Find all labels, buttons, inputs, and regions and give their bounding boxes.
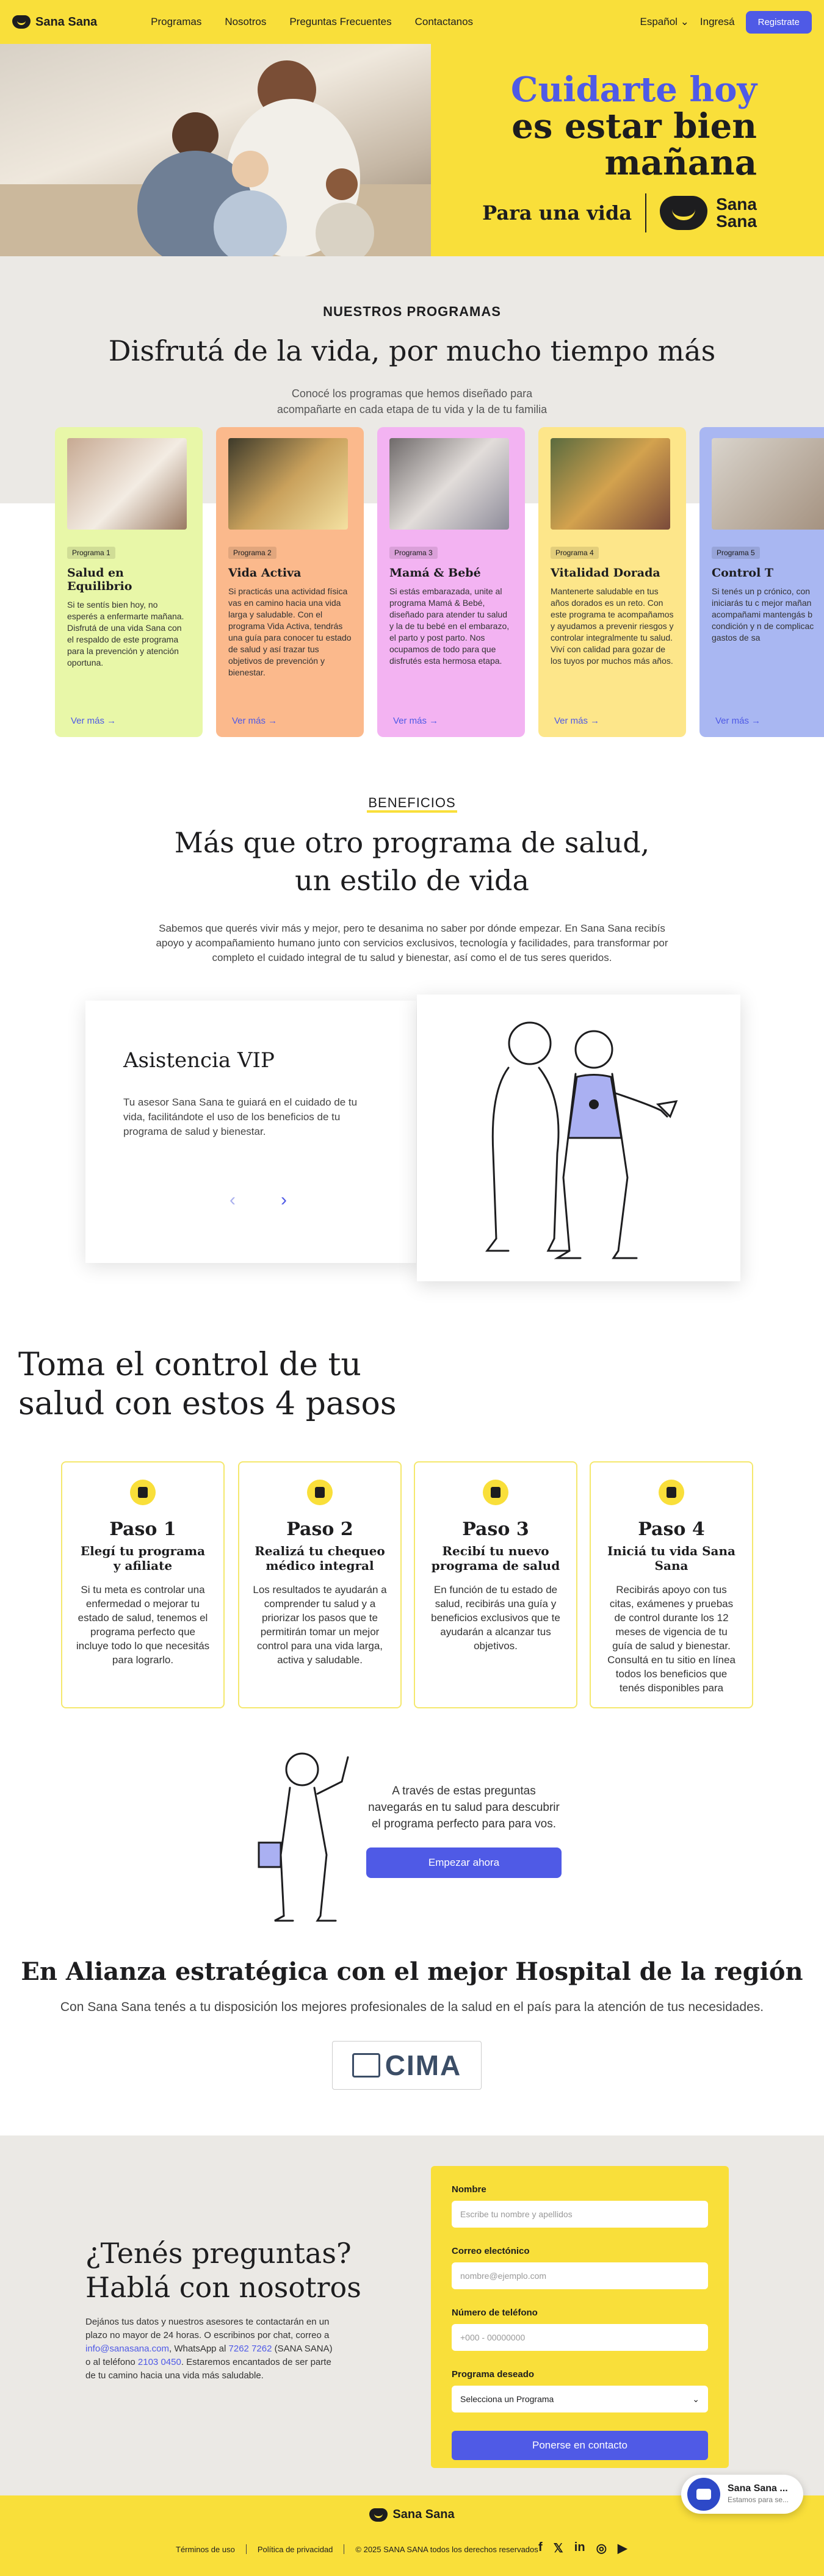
doctor-assistant-illustration: [417, 995, 740, 1281]
hero-title-line2: es estar bien: [511, 106, 757, 146]
logo-smile-icon: [660, 196, 707, 230]
hero-family-photo: [0, 44, 431, 256]
step-title: Paso 4: [638, 1519, 705, 1540]
copyright-text: © 2025 SANA SANA todos los derechos reservados: [355, 2544, 538, 2554]
contact-text-part: Dejános tus datos y nuestros asesores te contactarán en un plazo no mayor de 24 horas. O escribinos por chat, correo a: [85, 2317, 330, 2340]
contact-title-line2: Hablá con nosotros: [85, 2271, 361, 2304]
step-title: Paso 2: [286, 1519, 353, 1540]
phone-input[interactable]: +000 - 00000000: [452, 2324, 708, 2351]
hero-brand-line2: Sana: [716, 212, 757, 231]
benefits-title-line2: un estilo de vida: [295, 864, 529, 897]
benefits-tag-text: BENEFICIOS: [367, 795, 457, 813]
x-twitter-icon[interactable]: 𝕏: [553, 2542, 563, 2555]
steps-title-line2: salud con estos 4 pasos: [18, 1386, 397, 1422]
logo-smile-icon: [12, 15, 31, 29]
program-title: Mamá & Bebé: [389, 566, 481, 580]
see-more-link[interactable]: Ver más →: [554, 716, 600, 726]
logo-text: Sana Sana: [35, 15, 98, 29]
chevron-down-icon: ⌄: [692, 2394, 699, 2404]
chat-status: Estamos para se...: [728, 2495, 789, 2504]
programs-title: Disfrutá de la vida, por mucho tiempo más: [108, 334, 716, 367]
program-badge: Programa 3: [389, 547, 438, 559]
hero-brand: [660, 196, 757, 230]
divider: [645, 193, 646, 232]
program-title: Control T: [712, 566, 774, 580]
name-input[interactable]: Escribe tu nombre y apellidos: [452, 2201, 708, 2228]
hero-tagline: [482, 193, 757, 232]
user-icon: [483, 1480, 508, 1505]
program-text: Si te sentís bien hoy, no esperés a enfermarte mañana. Disfrutá de una vida Sana con el respaldo de este programa para la prevención y atención oportuna.: [67, 600, 184, 667]
footer-links: [176, 2544, 538, 2554]
program-badge: Programa 4: [551, 547, 599, 559]
see-more-link[interactable]: Ver más →: [393, 716, 439, 726]
step-text: Los resultados te ayudarán a comprender tu salud y a priorizar los pasos que te permitirán tomar un mejor control para una vida larga, activa y saludable.: [253, 1584, 387, 1666]
program-card[interactable]: [216, 427, 364, 737]
steps-title: [18, 1345, 397, 1423]
chevron-down-icon: ⌄: [680, 16, 689, 27]
phone-link[interactable]: 2103 0450: [137, 2357, 181, 2367]
alliance-title: En Alianza estratégica con el mejor Hospital de la región: [21, 1957, 803, 1986]
benefits-tag: [0, 795, 824, 811]
program-select-value: Selecciona un Programa: [460, 2394, 554, 2404]
step-title: Paso 1: [109, 1519, 176, 1540]
site-logo[interactable]: [12, 15, 97, 29]
step-card: [590, 1461, 753, 1708]
contact-text-part: . Estaremos encantados de ser parte de tu camino hacia una vida más saludable.: [85, 2357, 331, 2381]
partner-logo-text: CIMA: [385, 2049, 462, 2081]
program-text: Si practicás una actividad física vas en camino hacia una vida larga y saludable. Con el programa Vida Activa, tendrás una guía para conocer tu estado de salud y así trazar tus objetivos de prevención y bienestar.: [228, 586, 352, 677]
clipboard-icon: [130, 1480, 156, 1505]
program-text: Si tenés un p crónico, con iniciarás tu c mejor mañan acompañami mantengás b condición y n de complicac gastos de sa: [712, 586, 814, 642]
program-badge: Programa 1: [67, 547, 115, 559]
facebook-icon[interactable]: f: [538, 2541, 543, 2554]
start-now-button[interactable]: Empezar ahora: [366, 1847, 562, 1878]
instagram-icon[interactable]: ◎: [596, 2542, 607, 2555]
step-subtitle: Realizá tu chequeo médico integral: [255, 1544, 385, 1573]
register-button[interactable]: Registrate: [746, 11, 812, 34]
contact-text-part: , WhatsApp al: [168, 2344, 229, 2354]
nav-link-contactanos[interactable]: Contactanos: [414, 16, 474, 27]
program-card[interactable]: [377, 427, 525, 737]
contact-text: [85, 2315, 336, 2383]
hero-title-line1: Cuidarte hoy: [510, 70, 757, 110]
logo-smile-icon: [369, 2508, 388, 2522]
phone-label: Número de teléfono: [452, 2308, 538, 2318]
chat-bubble-icon: [687, 2478, 720, 2511]
hero-tagline-text: Para una vida: [482, 201, 632, 225]
step-subtitle: Recibí tu nuevo programa de salud: [431, 1544, 560, 1573]
benefit-slide-title: Asistencia VIP: [123, 1048, 275, 1073]
benefits-text: Sabemos que querés vivir más y mejor, pero te desanima no saber por dónde empezar. En Sana Sana recibís apoyo y acompañamiento humano junto con servicios exclusivos, tecnología y facilidades, para transformar por completo el cuidado integral de tu salud y bienestar, así como el de tus seres queridos.: [156, 923, 668, 963]
nav-link-preguntas[interactable]: Preguntas Frecuentes: [289, 16, 392, 27]
step-subtitle: Elegí tu programa y afiliate: [80, 1544, 206, 1573]
language-label: Español: [640, 16, 678, 27]
program-image: [67, 438, 187, 530]
contact-title-line1: ¿Tenés preguntas?: [85, 2237, 352, 2270]
program-image: [712, 438, 824, 530]
youtube-icon[interactable]: ▶: [618, 2542, 627, 2555]
nav-link-nosotros[interactable]: Nosotros: [225, 16, 267, 27]
flask-icon: [307, 1480, 333, 1505]
program-card[interactable]: [55, 427, 203, 737]
terms-link[interactable]: Términos de uso: [176, 2544, 235, 2554]
divider: [246, 2544, 247, 2554]
program-text: Mantenerte saludable en tus años dorados es un reto. Con este programa te acompañamos y ayudamos a prevenir riesgos y controlar integralmente tu salud. Viví con calidad para gozar de los tuyos por muchos más años.: [551, 586, 674, 666]
see-more-link[interactable]: Ver más →: [232, 716, 278, 726]
footer-logo-text: Sana Sana: [392, 2508, 455, 2521]
contact-text-part: (SANA SANA) o al teléfono: [85, 2344, 333, 2367]
whatsapp-link[interactable]: 7262 7262: [228, 2344, 272, 2354]
steps-title-line1: Toma el control de tu: [18, 1347, 361, 1383]
contact-form: [431, 2166, 729, 2468]
email-link[interactable]: info@sanasana.com: [85, 2344, 169, 2354]
contact-title: [85, 2236, 361, 2304]
email-input[interactable]: nombre@ejemplo.com: [452, 2262, 708, 2289]
program-label: Programa deseado: [452, 2369, 535, 2380]
benefits-title-line1: Más que otro programa de salud,: [174, 826, 650, 859]
hero-banner: [0, 44, 824, 256]
program-badge: Programa 5: [712, 547, 760, 559]
programs-kicker: NUESTROS PROGRAMAS: [323, 304, 501, 319]
hero-title: [511, 71, 757, 181]
top-navbar: [0, 0, 824, 44]
login-link[interactable]: Ingresá: [699, 16, 735, 27]
programs-subtitle-line1: Conocé los programas que hemos diseñado para: [291, 387, 533, 400]
program-image: [551, 438, 670, 530]
step-card: [238, 1461, 402, 1708]
chat-name: Sana Sana ...: [728, 2483, 788, 2494]
program-badge: Programa 2: [228, 547, 276, 559]
program-image: [389, 438, 509, 530]
nav-link-programas[interactable]: Programas: [151, 16, 202, 27]
hero-brand-text: [716, 196, 757, 230]
step-text: Si tu meta es controlar una enfermedad o mejorar tu estado de salud, tenemos el programa perfecto que incluye todo lo que necesitás para lograrlo.: [76, 1584, 210, 1666]
program-image: [228, 438, 348, 530]
hero-brand-line1: Sana: [716, 195, 757, 214]
hero-family-illustration: [0, 44, 431, 256]
benefit-slide-illustration: [417, 995, 740, 1281]
main-menu: [151, 16, 473, 28]
nav-actions: [640, 11, 812, 34]
step-subtitle: Iniciá tu vida Sana Sana: [607, 1544, 735, 1573]
doctor-thumbs-up-illustration: [256, 1745, 366, 1922]
chat-info: [728, 2483, 789, 2505]
programs-carousel[interactable]: [55, 427, 824, 738]
benefit-slide-text: Tu asesor Sana Sana te guiará en el cuidado de tu vida, facilitándote el uso de los beneficios de tu programa de salud y bienestar.: [123, 1096, 358, 1137]
benefit-slide-card: [85, 1001, 416, 1263]
see-more-link[interactable]: Ver más →: [715, 716, 761, 726]
hero-title-line3: mañana: [604, 143, 757, 183]
step-text: En función de tu estado de salud, recibirás una guía y beneficios exclusivos que te ayudarán a alcanzar tus objetivos.: [431, 1584, 560, 1652]
program-title: Salud en Equilibrio: [67, 566, 132, 593]
language-selector[interactable]: [640, 16, 689, 28]
calendar-icon: [659, 1480, 684, 1505]
chat-widget[interactable]: [681, 2475, 803, 2514]
see-more-link[interactable]: Ver más →: [71, 716, 117, 726]
program-select[interactable]: [452, 2386, 708, 2412]
step-text: Recibirás apoyo con tus citas, exámenes y pruebas de control durante los 12 meses de vigencia de tu guía de salud y bienestar. Consultá en tu sitio en línea todos los beneficios que tenés disponibles para: [607, 1584, 735, 1694]
partner-logo[interactable]: [332, 2041, 482, 2090]
step-card: [61, 1461, 225, 1708]
programs-subtitle: [0, 386, 824, 417]
name-label: Nombre: [452, 2184, 486, 2195]
quiz-cta-text: A través de estas preguntas navegarás en tu salud para descubrir el programa perfecto para para vos.: [368, 1785, 560, 1830]
program-text: Si estás embarazada, unite al programa Mamá & Bebé, diseñado para atender tu salud y la de tu bebé en el embarazo, el parto y post parto. Nos ocupamos de todo para que disfrutés esta hermosa etapa.: [389, 586, 510, 666]
program-title: Vida Activa: [228, 566, 302, 580]
program-card[interactable]: [699, 427, 824, 737]
email-label: Correo electónico: [452, 2246, 530, 2256]
program-title: Vitalidad Dorada: [551, 566, 660, 580]
step-title: Paso 3: [462, 1519, 529, 1540]
benefits-title: [0, 824, 824, 899]
social-links: [538, 2541, 627, 2556]
privacy-link[interactable]: Política de privacidad: [257, 2544, 333, 2554]
prev-arrow-icon[interactable]: ‹: [229, 1190, 236, 1210]
program-card[interactable]: [538, 427, 686, 737]
alliance-text: Con Sana Sana tenés a tu disposición los mejores profesionales de la salud en el país para la atención de tus necesidades.: [60, 2000, 764, 2014]
programs-subtitle-line2: acompañarte en cada etapa de tu vida y la de tu familia: [276, 403, 548, 416]
next-arrow-icon[interactable]: ›: [281, 1190, 287, 1210]
step-card: [414, 1461, 577, 1708]
linkedin-icon[interactable]: in: [574, 2541, 585, 2554]
hospital-logo-icon: [352, 2053, 380, 2078]
submit-contact-button[interactable]: Ponerse en contacto: [452, 2431, 708, 2460]
